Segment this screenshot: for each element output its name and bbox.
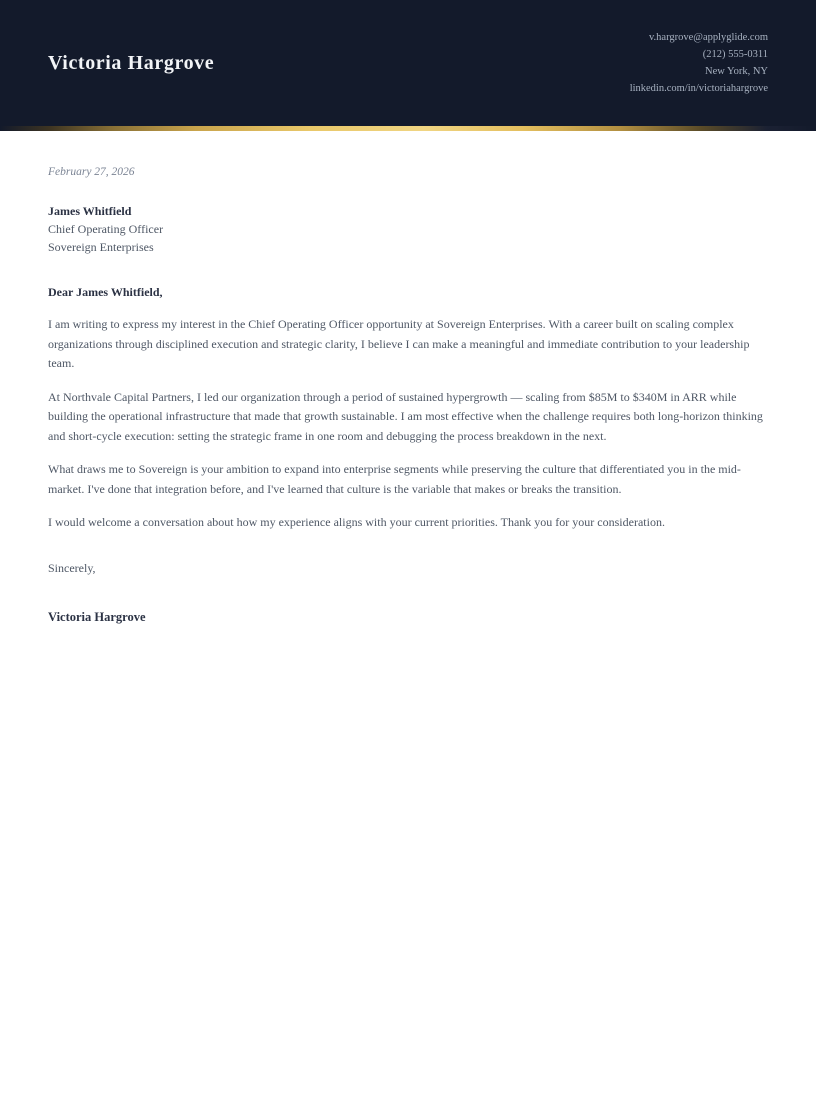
body-paragraph-4: I would welcome a conversation about how my experience aligns with your current priorities. Thank you for your consideration. (48, 515, 665, 529)
body-paragraph-1: I am writing to express my interest in the Chief Operating Officer opportunity at Sovereign Enterprises. With a career built on scaling complex organizations through disciplined execution and strategic clarity, I believe I can make a meaningful and immediate contribution to your leadership team. (48, 317, 750, 370)
sender-name-heading: Victoria Hargrove (48, 51, 215, 74)
contact-info-block (630, 29, 768, 97)
recipient-name: James Whitfield (48, 204, 132, 218)
contact-location: New York, NY (704, 66, 768, 77)
contact-linkedin: linkedin.com/in/victoriahargrove (629, 83, 768, 94)
letter-body (0, 131, 816, 1100)
recipient-company: Sovereign Enterprises (48, 240, 154, 254)
contact-phone: (212) 555-0311 (702, 49, 768, 60)
salutation: Dear James Whitfield, (48, 285, 163, 299)
recipient-title: Chief Operating Officer (48, 222, 164, 236)
recipient-block (48, 202, 768, 256)
letter-date: February 27, 2026 (48, 166, 135, 178)
contact-email: v.hargrove@applyglide.com (648, 32, 768, 43)
letter-header (0, 0, 816, 126)
body-paragraph-2: At Northvale Capital Partners, I led our organization through a period of sustained hypergrowth — scaling from $85M to $340M in ARR while building the operational infrastructure that made that growth sustainable. I am most effective when the challenge requires both long-horizon thinking and short-cycle execution: setting the strategic frame in one room and debugging the process breakdown in the next. (48, 389, 763, 443)
closing-line: Sincerely, (48, 560, 96, 575)
signature-name: Victoria Hargrove (48, 609, 146, 624)
body-paragraph-3: What draws me to Sovereign is your ambition to expand into enterprise segments while preserving the culture that differentiated you in the mid-market. I've done that integration before, and I've learned that culture is the variable that makes or breaks the transition. (48, 462, 741, 496)
